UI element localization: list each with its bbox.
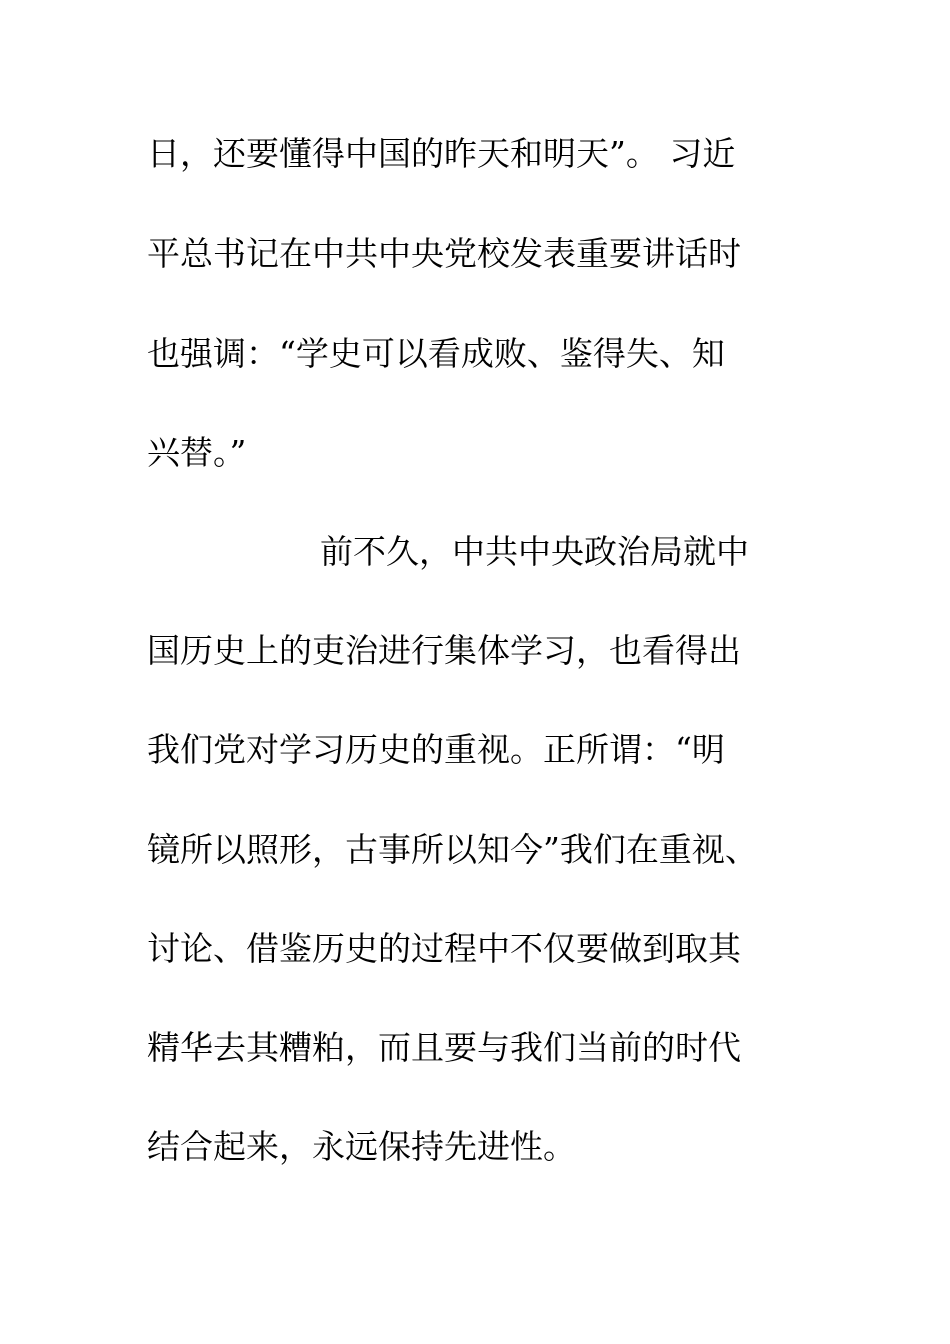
paragraph-line-10: 精华去其糟粕，而且要与我们当前的时代 [147,1028,741,1067]
paragraph-line-8: 镜所以照形，古事所以知今”我们在重视、 [147,830,758,869]
paragraph-line-3: 也强调：“学史可以看成败、鉴得失、知 [147,334,725,373]
paragraph-line-9: 讨论、借鉴历史的过程中不仅要做到取其 [147,929,741,968]
paragraph-line-2: 平总书记在中共中央党校发表重要讲话时 [147,234,741,273]
paragraph-line-1: 日，还要懂得中国的昨天和明天”。 习近 [147,134,736,173]
paragraph-line-11: 结合起来，永远保持先进性。 [147,1127,576,1166]
paragraph-line-4: 兴替。” [147,433,247,472]
paragraph-line-5: 前不久，中共中央政治局就中 [320,532,749,571]
paragraph-line-7: 我们党对学习历史的重视。正所谓：“明 [147,730,725,769]
paragraph-line-6: 国历史上的吏治进行集体学习，也看得出 [147,631,741,670]
